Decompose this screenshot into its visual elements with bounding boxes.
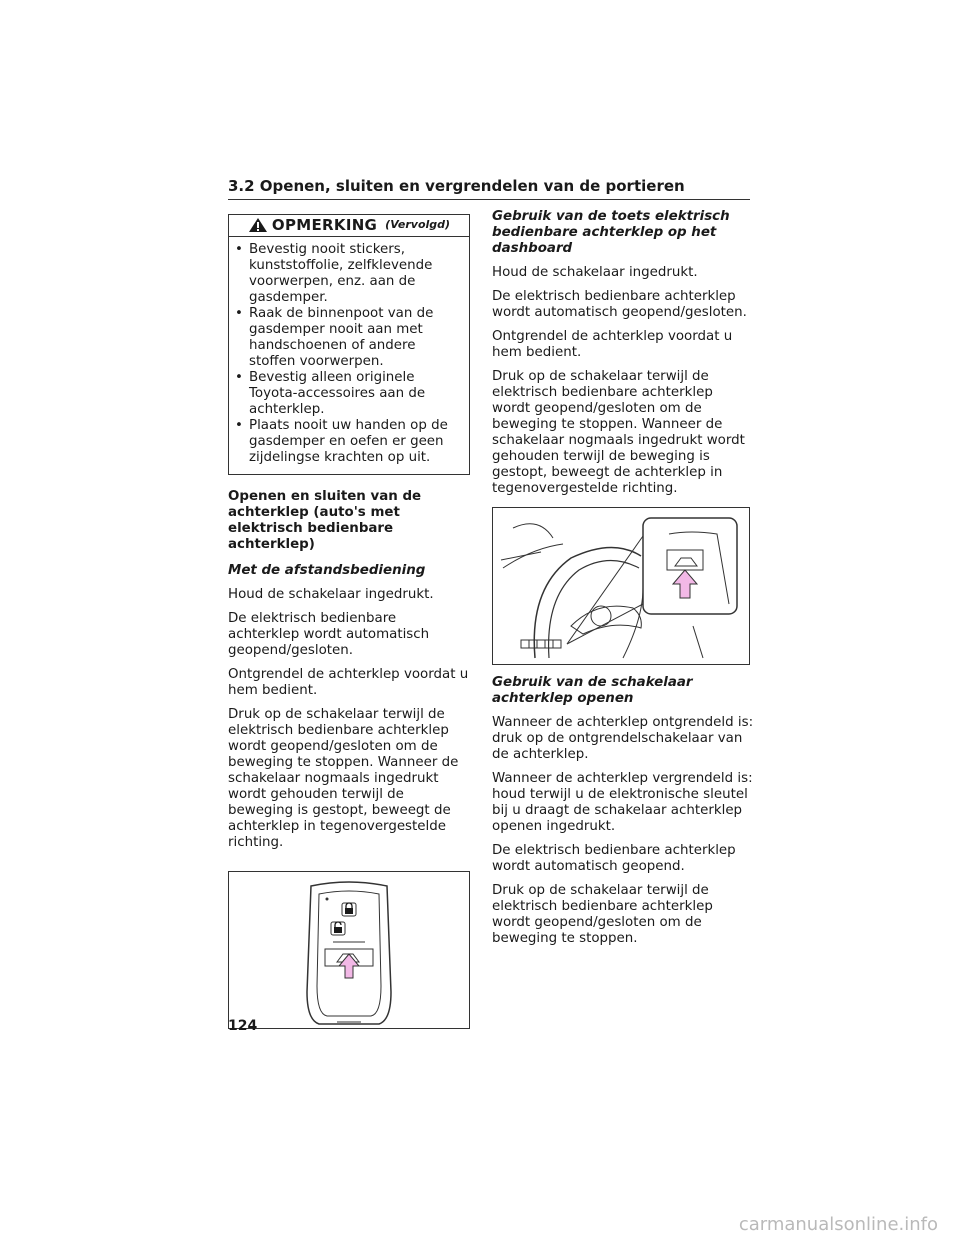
paragraph: Wanneer de achterklep vergrendeld is: houd terwijl u de elektronische sleutel bij u draagt de schakelaar achterklep openen ingedrukt.	[492, 771, 753, 834]
note-header	[229, 215, 469, 237]
subheading-remote: Met de afstandsbediening	[228, 563, 426, 578]
paragraph: Ontgrendel de achterklep voordat u hem bedient.	[492, 329, 733, 360]
subheading-dashboard: Gebruik van de toets elektrisch bedienbare achterklep op het dashboard	[492, 209, 730, 256]
watermark: carmanualsonline.info	[738, 1214, 938, 1235]
note-subtitle: (Vervolgd)	[385, 218, 451, 231]
note-title: OPMERKING	[271, 216, 378, 234]
paragraph: Wanneer de achterklep ontgrendeld is: druk op de ontgrendelschakelaar van de achterklep.	[492, 715, 754, 762]
paragraph: Houd de schakelaar ingedrukt.	[228, 587, 434, 602]
list-item: • Bevestig alleen originele Toyota-accessoires aan de achterklep.	[235, 370, 426, 417]
paragraph: Druk op de schakelaar terwijl de elektrisch bedienbare achterklep wordt geopend/gesloten om de beweging te stoppen. Wanneer de schakelaar nogmaals ingedrukt wordt gehouden terwijl de beweging is gestopt, beweegt de achterklep in tegenovergestelde richting.	[228, 707, 459, 850]
dashboard-illustration	[492, 507, 750, 665]
section-heading: Openen en sluiten van de achterklep (auto's met elektrisch bedienbare achterklep)	[228, 489, 422, 552]
key-fob-illustration	[228, 871, 470, 1029]
list-item: • Plaats nooit uw handen op de gasdemper en oefen er geen zijdelingse krachten op uit.	[235, 418, 448, 465]
paragraph: Ontgrendel de achterklep voordat u hem bedient.	[228, 667, 469, 698]
paragraph: Druk op de schakelaar terwijl de elektrisch bedienbare achterklep wordt geopend/gesloten om de beweging te stoppen. Wanneer de schakelaar nogmaals ingedrukt wordt gehouden terwijl de beweging is gestopt, beweegt de achterklep in tegenovergestelde richting.	[492, 369, 745, 496]
subheading-switch: Gebruik van de schakelaar achterklep openen	[492, 675, 693, 706]
page-number: 124	[228, 1018, 258, 1034]
right-column	[492, 209, 754, 955]
list-item: • Bevestig nooit stickers, kunststoffolie, zelfklevende voorwerpen, enz. aan de gasdemper.	[235, 242, 433, 305]
left-column	[228, 214, 470, 1041]
paragraph: De elektrisch bedienbare achterklep wordt automatisch geopend/gesloten.	[492, 289, 747, 320]
paragraph: Houd de schakelaar ingedrukt.	[492, 265, 698, 280]
list-item: • Raak de binnenpoot van de gasdemper nooit aan met handschoenen of andere stoffen voorwerpen.	[235, 306, 434, 369]
note-box	[228, 214, 470, 475]
warning-triangle-icon	[248, 217, 268, 233]
note-list	[229, 242, 469, 466]
section-header: 3.2 Openen, sluiten en vergrendelen van de portieren	[228, 177, 750, 200]
paragraph: Druk op de schakelaar terwijl de elektrisch bedienbare achterklep wordt geopend/gesloten om de beweging te stoppen.	[492, 883, 713, 946]
paragraph: De elektrisch bedienbare achterklep wordt automatisch geopend/gesloten.	[228, 611, 430, 658]
paragraph: De elektrisch bedienbare achterklep wordt automatisch geopend.	[492, 843, 736, 874]
